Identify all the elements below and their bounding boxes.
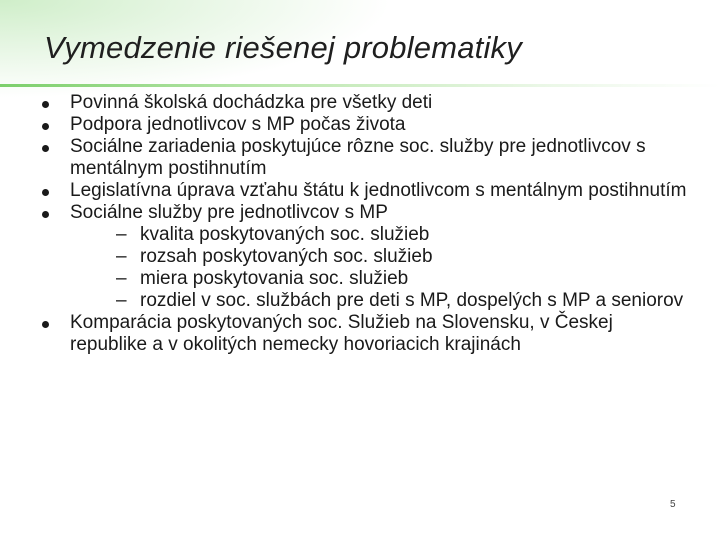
sub-bullet-item xyxy=(70,224,690,246)
dash-icon: – xyxy=(116,268,127,289)
sub-bullet-text: miera poskytovania soc. služieb xyxy=(140,268,409,289)
bullet-dot-icon xyxy=(42,123,49,130)
bullet-dot-icon xyxy=(42,101,49,108)
bullet-list xyxy=(40,92,690,356)
dash-icon: – xyxy=(116,246,127,267)
sub-bullet-item xyxy=(70,246,690,268)
bullet-text: Komparácia poskytovaných soc. Služieb na Slovensku, v Českej republike a v okolitých nemecky hovoriacich krajinách xyxy=(70,312,613,355)
bullet-text: Sociálne služby pre jednotlivcov s MP xyxy=(70,202,388,223)
bullet-text: Sociálne zariadenia poskytujúce rôzne soc. služby pre jednotlivcov s mentálnym postihnutím xyxy=(70,136,646,179)
page-number: 5 xyxy=(670,499,676,510)
slide-content xyxy=(40,92,690,356)
title-underline xyxy=(0,84,720,87)
bullet-text: Legislatívna úprava vzťahu štátu k jednotlivcom s mentálnym postihnutím xyxy=(70,180,687,201)
bullet-item xyxy=(40,180,690,202)
sub-bullet-item xyxy=(70,268,690,290)
bullet-dot-icon xyxy=(42,321,49,328)
bullet-dot-icon xyxy=(42,211,49,218)
sub-bullet-list xyxy=(70,224,690,312)
dash-icon: – xyxy=(116,290,127,311)
dash-icon: – xyxy=(116,224,127,245)
bullet-text: Povinná školská dochádzka pre všetky deti xyxy=(70,92,433,113)
bullet-item xyxy=(40,114,690,136)
sub-bullet-text: kvalita poskytovaných soc. služieb xyxy=(140,224,430,245)
sub-bullet-text: rozdiel v soc. službách pre deti s MP, dospelých s MP a seniorov xyxy=(140,290,684,311)
bullet-item xyxy=(40,312,690,356)
sub-bullet-item xyxy=(70,290,690,312)
bullet-dot-icon xyxy=(42,189,49,196)
slide-title: Vymedzenie riešenej problematiky xyxy=(44,30,522,65)
bullet-item xyxy=(40,202,690,312)
bullet-dot-icon xyxy=(42,145,49,152)
sub-bullet-text: rozsah poskytovaných soc. služieb xyxy=(140,246,433,267)
bullet-text: Podpora jednotlivcov s MP počas života xyxy=(70,114,406,135)
bullet-item xyxy=(40,92,690,114)
bullet-item xyxy=(40,136,690,180)
